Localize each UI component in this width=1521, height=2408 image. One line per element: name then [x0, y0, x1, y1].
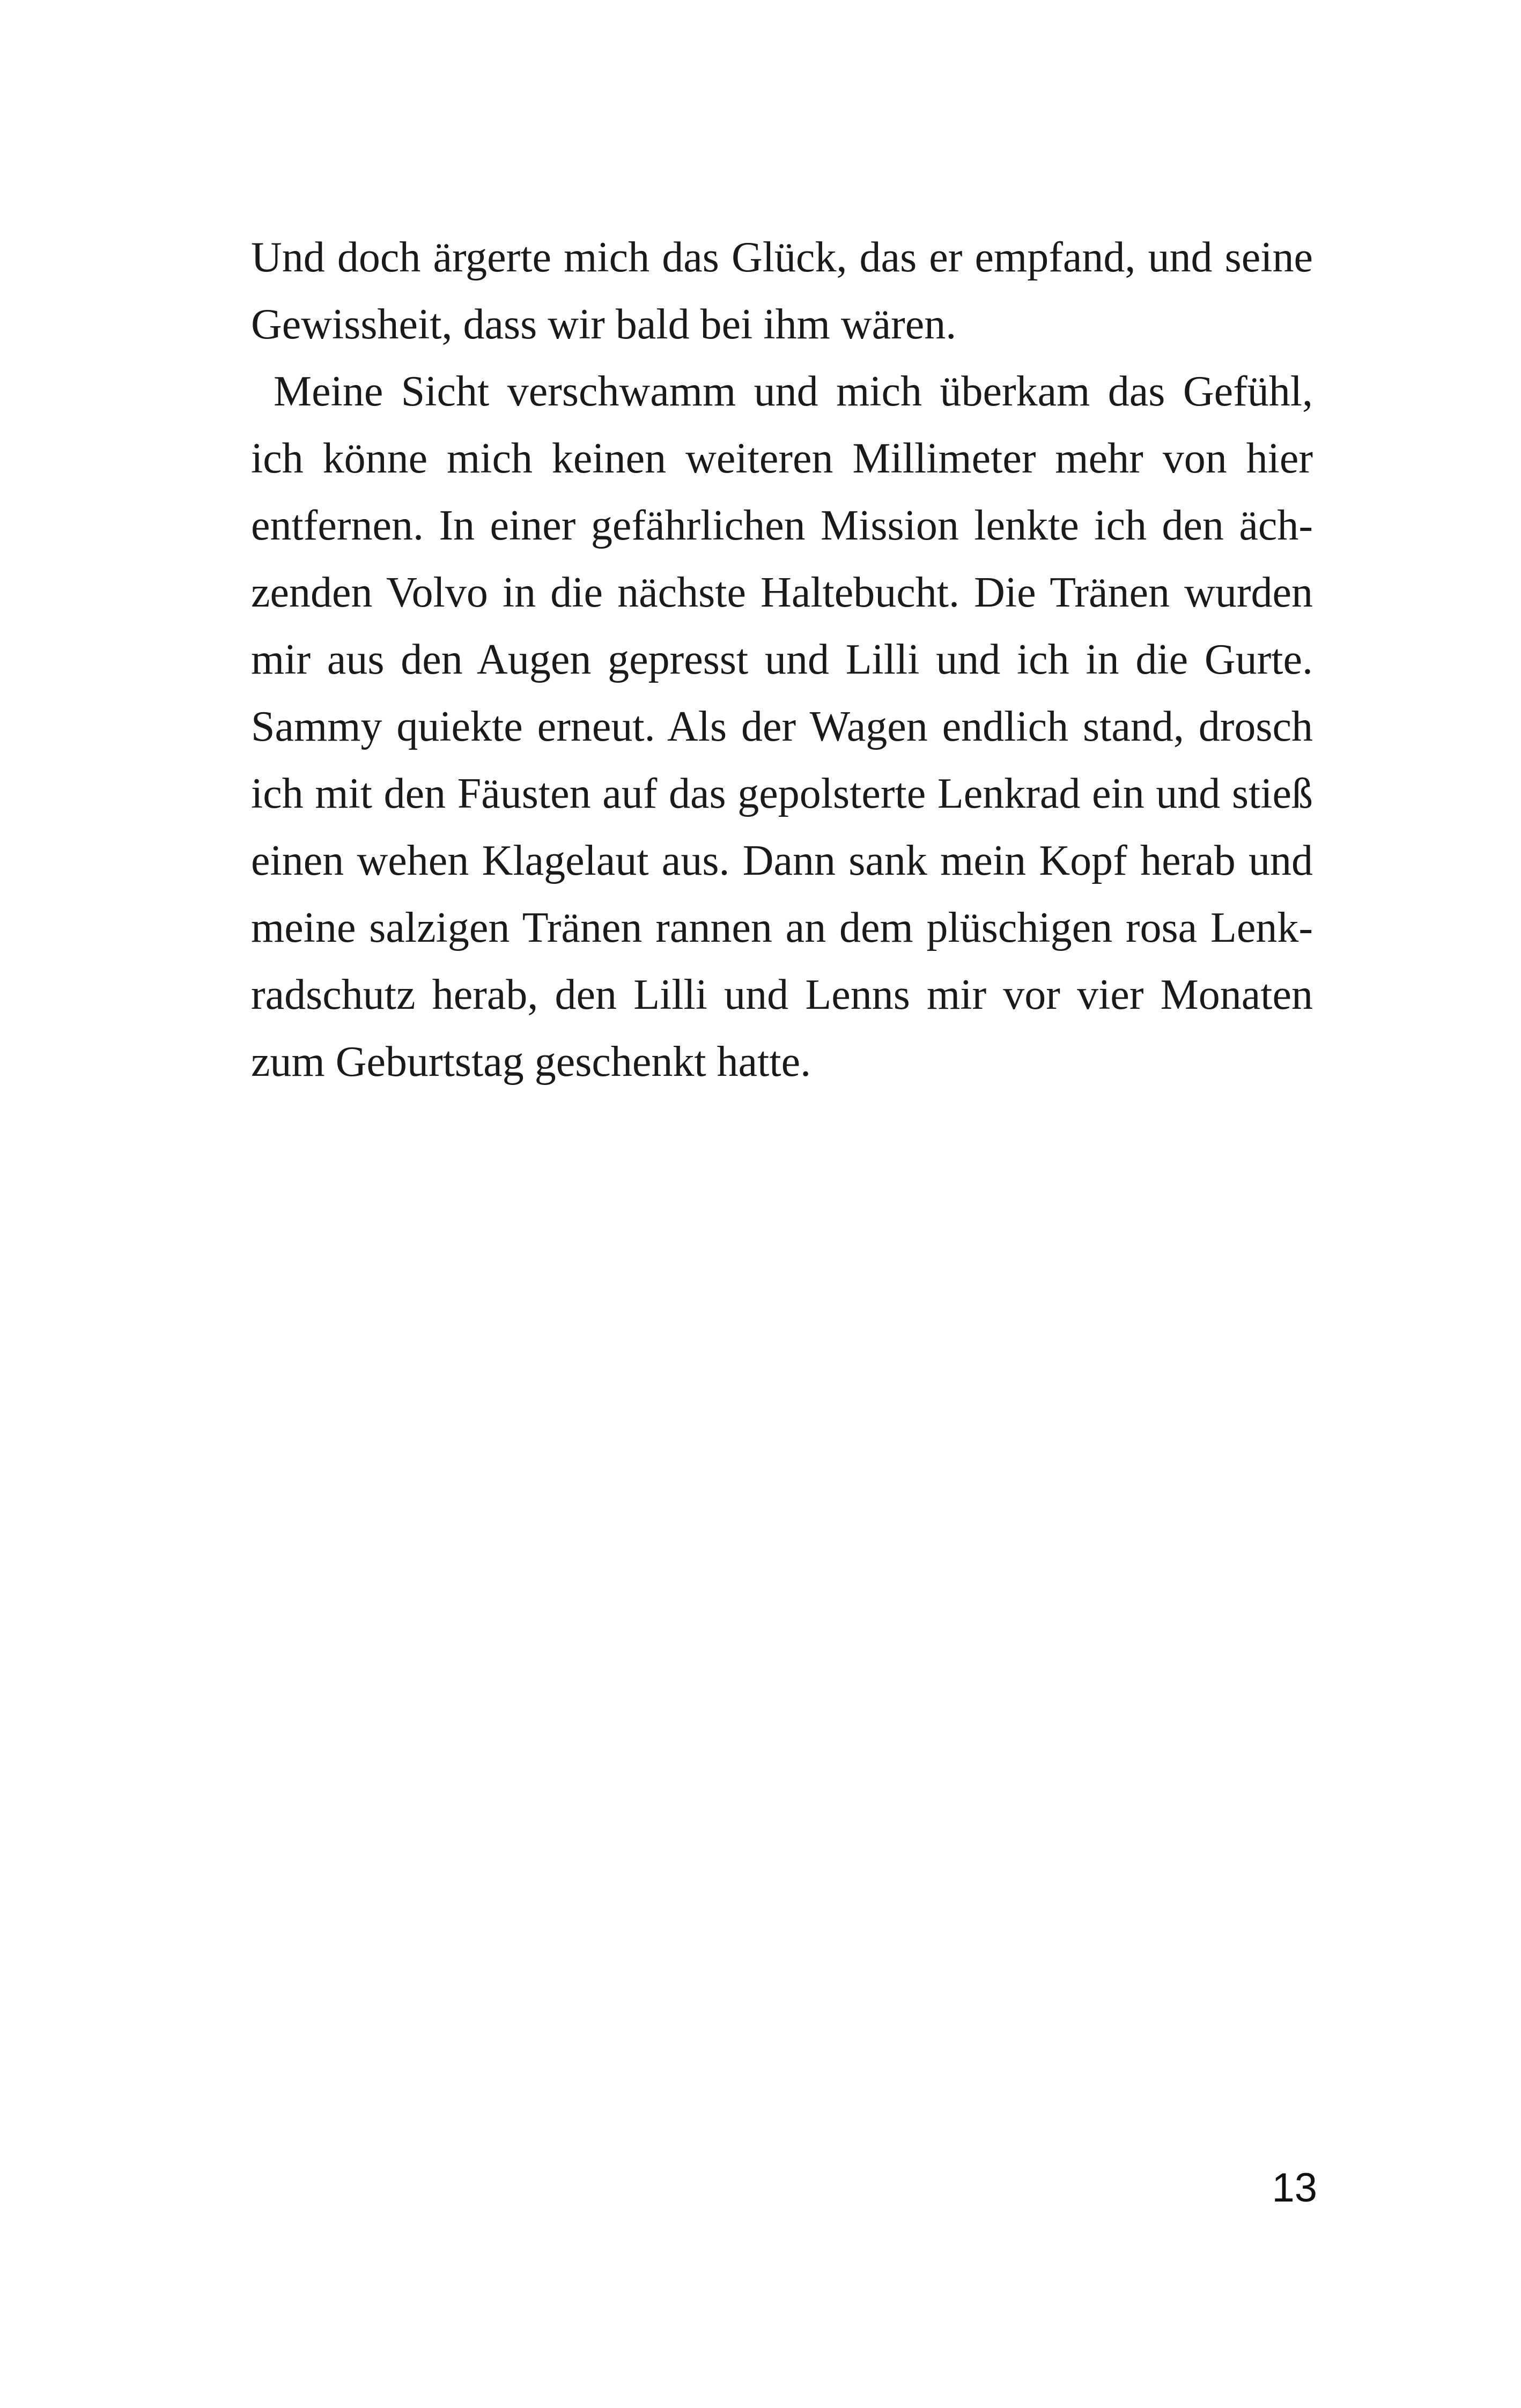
text-line: ich könne mich keinen weiteren Millimeter mehr von hier — [251, 435, 1313, 482]
text-line: mir aus den Augen gepresst und Lilli und ich in die Gurte. — [251, 636, 1313, 683]
body-text — [251, 224, 1313, 1096]
text-line: meine salzigen Tränen rannen an dem plüschigen rosa Lenk- — [251, 904, 1313, 951]
text-line: Und doch ärgerte mich das Glück, das er empfand, und seine — [251, 234, 1313, 281]
text-line: zenden Volvo in die nächste Haltebucht. Die Tränen wurden — [251, 569, 1313, 616]
text-line: Sammy quiekte erneut. Als der Wagen endlich stand, drosch — [251, 703, 1313, 750]
text-line: Gewissheit, dass wir bald bei ihm wären. — [251, 301, 957, 348]
text-line: Meine Sicht verschwamm und mich überkam das Gefühl, — [274, 368, 1313, 415]
page-number: 13 — [1272, 2165, 1317, 2211]
text-line: ich mit den Fäusten auf das gepolsterte Lenkrad ein und stieß — [251, 770, 1313, 817]
text-line: radschutz herab, den Lilli und Lenns mir vor vier Monaten — [251, 971, 1313, 1018]
text-line: einen wehen Klagelaut aus. Dann sank mein Kopf herab und — [251, 837, 1313, 884]
text-line: zum Geburtstag geschenkt hatte. — [251, 1038, 811, 1085]
text-line: entfernen. In einer gefährlichen Mission lenkte ich den äch- — [251, 502, 1313, 549]
